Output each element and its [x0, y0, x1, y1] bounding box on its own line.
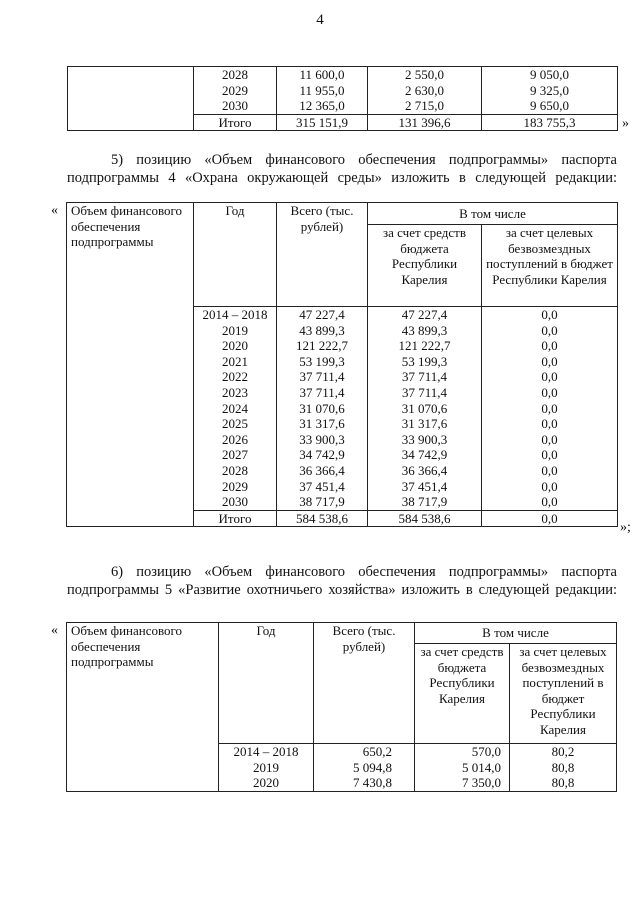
row-grants: 80,8: [510, 760, 617, 776]
row-grants: 80,8: [510, 775, 617, 791]
table2-close-quote: »;: [620, 520, 631, 535]
row-grants: 0,0: [482, 354, 618, 370]
row-budget: 33 900,3: [368, 432, 482, 448]
row-empty-cell: [67, 354, 194, 370]
row-empty-cell: [68, 114, 194, 131]
table-row: [67, 479, 618, 495]
row-year: 2021: [194, 354, 277, 370]
row-empty-cell: [67, 432, 194, 448]
row-total: 650,2: [314, 744, 415, 760]
row-empty-cell: [68, 67, 194, 83]
t2-header-budget: за счет средств бюджета Республики Карелия: [368, 225, 482, 307]
table-row: [67, 432, 618, 448]
row-empty-cell: [67, 416, 194, 432]
row-total: 315 151,9: [277, 114, 368, 131]
table-subprogram-5: [66, 622, 617, 792]
row-grants: 0,0: [482, 432, 618, 448]
row-year: 2020: [219, 775, 314, 791]
table-row: [67, 338, 618, 354]
row-total: 11 955,0: [277, 83, 368, 99]
row-empty-cell: [67, 338, 194, 354]
table3-open-quote: «: [51, 623, 58, 638]
row-empty-cell: [67, 479, 194, 495]
table-row: [67, 354, 618, 370]
table-row: [67, 494, 618, 510]
table-row: [67, 775, 617, 791]
row-empty-cell: [67, 510, 194, 527]
row-grants: 0,0: [482, 463, 618, 479]
row-budget: 38 717,9: [368, 494, 482, 510]
table2-open-quote: «: [51, 203, 58, 218]
row-year: 2027: [194, 447, 277, 463]
table-row: [68, 98, 618, 114]
row-year: 2030: [194, 494, 277, 510]
row-empty-cell: [68, 98, 194, 114]
row-grants: 9 325,0: [482, 83, 618, 99]
row-total: 37 711,4: [277, 369, 368, 385]
row-year: 2028: [194, 463, 277, 479]
row-budget: 7 350,0: [415, 775, 510, 791]
row-year: 2014 – 2018: [194, 307, 277, 323]
row-empty-cell: [67, 463, 194, 479]
table-row: [67, 447, 618, 463]
row-empty-cell: [67, 307, 194, 323]
row-total: 121 222,7: [277, 338, 368, 354]
row-budget: 2 630,0: [368, 83, 482, 99]
row-grants: 0,0: [482, 494, 618, 510]
row-year: 2023: [194, 385, 277, 401]
table-row: [67, 385, 618, 401]
table-row: [67, 463, 618, 479]
row-total: 47 227,4: [277, 307, 368, 323]
table-row: [68, 67, 618, 83]
row-grants: 183 755,3: [482, 114, 618, 131]
row-grants: 0,0: [482, 447, 618, 463]
row-empty-cell: [67, 323, 194, 339]
row-total: 11 600,0: [277, 67, 368, 83]
t2-header-year: Год: [194, 203, 277, 307]
table-row: [68, 83, 618, 99]
t2-header-grants: за счет целевых безвозмездных поступлений в бюджет Республики Карелия: [482, 225, 618, 307]
t2-header-total: Всего (тыс. рублей): [277, 203, 368, 307]
table-row: [67, 760, 617, 776]
row-budget: 31 070,6: [368, 401, 482, 417]
row-year: Итого: [194, 510, 277, 527]
row-grants: 0,0: [482, 479, 618, 495]
row-year: 2028: [194, 67, 277, 83]
paragraph-6: [67, 563, 617, 599]
row-year: 2020: [194, 338, 277, 354]
row-total: 31 317,6: [277, 416, 368, 432]
row-year: 2029: [194, 479, 277, 495]
row-year: Итого: [194, 114, 277, 131]
row-empty-cell: [67, 760, 219, 776]
row-empty-cell: [67, 494, 194, 510]
row-empty-cell: [67, 447, 194, 463]
paragraph-6-line2: подпрограммы 5 «Развитие охотничьего хозяйства» изложить в следующей редакции:: [67, 582, 617, 598]
row-grants: 0,0: [482, 307, 618, 323]
row-budget: 36 366,4: [368, 463, 482, 479]
row-total: 12 365,0: [277, 98, 368, 114]
row-budget: 34 742,9: [368, 447, 482, 463]
row-total: 5 094,8: [314, 760, 415, 776]
row-total: 34 742,9: [277, 447, 368, 463]
table-row: [67, 744, 617, 760]
t3-header-year: Год: [219, 623, 314, 744]
row-grants: 9 050,0: [482, 67, 618, 83]
row-total: 31 070,6: [277, 401, 368, 417]
table-row: [67, 510, 618, 527]
row-year: 2019: [194, 323, 277, 339]
row-year: 2024: [194, 401, 277, 417]
paragraph-5-line2: подпрограммы 4 «Охрана окружающей среды» изложить в следующей редакции:: [67, 170, 617, 186]
row-grants: 0,0: [482, 416, 618, 432]
row-empty-cell: [67, 401, 194, 417]
row-budget: 37 711,4: [368, 385, 482, 401]
row-total: 38 717,9: [277, 494, 368, 510]
row-budget: 37 711,4: [368, 369, 482, 385]
row-total: 37 711,4: [277, 385, 368, 401]
row-grants: 0,0: [482, 369, 618, 385]
row-budget: 5 014,0: [415, 760, 510, 776]
row-budget: 53 199,3: [368, 354, 482, 370]
row-grants: 0,0: [482, 401, 618, 417]
row-empty-cell: [67, 369, 194, 385]
paragraph-6-line1: 6) позицию «Объем финансового обеспечения подпрограммы» паспорта: [111, 564, 617, 580]
row-budget: 43 899,3: [368, 323, 482, 339]
table-row: [67, 416, 618, 432]
row-year: 2029: [194, 83, 277, 99]
row-empty-cell: [68, 83, 194, 99]
t2-header-incl: В том числе: [368, 203, 618, 225]
row-grants: 0,0: [482, 385, 618, 401]
row-budget: 584 538,6: [368, 510, 482, 527]
row-budget: 2 550,0: [368, 67, 482, 83]
row-grants: 0,0: [482, 338, 618, 354]
table-row: [67, 369, 618, 385]
table1-close-quote: »: [622, 116, 629, 131]
t3-header-total: Всего (тыс. рублей): [314, 623, 415, 744]
row-year: 2025: [194, 416, 277, 432]
paragraph-5-line1: 5) позицию «Объем финансового обеспечения подпрограммы» паспорта: [111, 152, 617, 168]
row-budget: 2 715,0: [368, 98, 482, 114]
row-total: 7 430,8: [314, 775, 415, 791]
row-budget: 31 317,6: [368, 416, 482, 432]
table-subprogram-4: [66, 202, 618, 527]
row-year: 2014 – 2018: [219, 744, 314, 760]
row-grants: 9 650,0: [482, 98, 618, 114]
row-empty-cell: [67, 385, 194, 401]
table-row: [68, 114, 618, 131]
t3-header-incl: В том числе: [415, 623, 617, 644]
row-empty-cell: [67, 775, 219, 791]
row-total: 53 199,3: [277, 354, 368, 370]
row-year: 2030: [194, 98, 277, 114]
row-year: 2022: [194, 369, 277, 385]
row-year: 2026: [194, 432, 277, 448]
page-number: 4: [316, 12, 324, 28]
row-total: 584 538,6: [277, 510, 368, 527]
t3-header-col1: Объем финансового обеспечения подпрограммы: [67, 623, 219, 744]
row-budget: 121 222,7: [368, 338, 482, 354]
row-total: 43 899,3: [277, 323, 368, 339]
row-year: 2019: [219, 760, 314, 776]
row-grants: 0,0: [482, 510, 618, 527]
row-total: 33 900,3: [277, 432, 368, 448]
table-row: [67, 323, 618, 339]
row-total: 36 366,4: [277, 463, 368, 479]
row-empty-cell: [67, 744, 219, 760]
paragraph-5: [67, 151, 617, 187]
t3-header-grants: за счет целевых безвозмездных поступлений в бюджет Республики Карелия: [510, 644, 617, 744]
table-row: [67, 307, 618, 323]
row-grants: 80,2: [510, 744, 617, 760]
row-budget: 131 396,6: [368, 114, 482, 131]
row-budget: 570,0: [415, 744, 510, 760]
t2-header-col1: Объем финансового обеспечения подпрограммы: [67, 203, 194, 307]
table-row: [67, 401, 618, 417]
t3-header-budget: за счет средств бюджета Республики Карелия: [415, 644, 510, 744]
row-grants: 0,0: [482, 323, 618, 339]
row-budget: 47 227,4: [368, 307, 482, 323]
row-budget: 37 451,4: [368, 479, 482, 495]
table-continued: [67, 66, 618, 131]
row-total: 37 451,4: [277, 479, 368, 495]
